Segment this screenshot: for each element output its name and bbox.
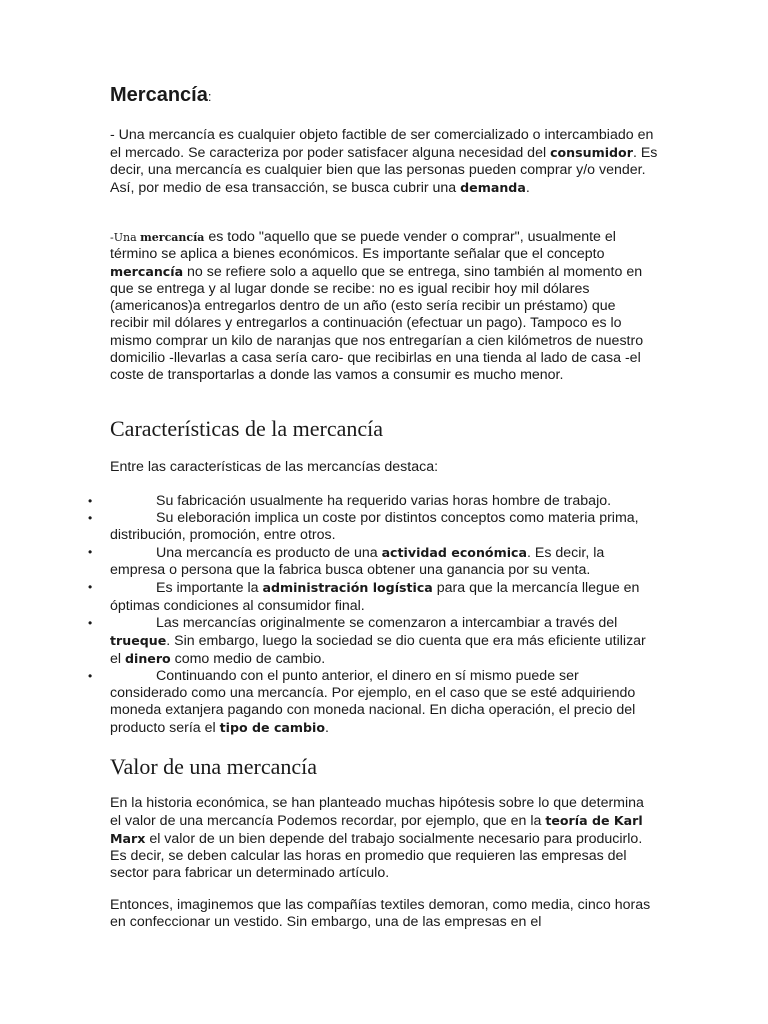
text-run: no se refiere solo a aquello que se entrega, sino también al momento en que se entrega y al lugar donde se recibe: no es igual recibir hoy mil dólares (americanos)a entregarlos dentro de un año (esto sería recibir un préstamo) que recibir mil dólares y entregarlos a continuación (efectuar un pago). Tampoco es lo mismo comprar un kilo de naranjas que nos entregarían a cien kilómetros de nuestro domicilio -llevarlas a casa sería caro- que recibirlas en una tienda al lado de casa -el coste de transportarlas a donde las vamos a consumir es mucho menor. bbox=[110, 264, 644, 383]
text-run-bold: mercancía bbox=[140, 231, 205, 244]
text-run: Su fabricación usualmente ha requerido varias horas hombre de trabajo. bbox=[156, 493, 612, 509]
intro-paragraph-1-text bbox=[110, 127, 658, 197]
text-run: - Una mercancía es cualquier objeto factible de ser comercializado o intercambiado en el mercado. Se caracteriza por poder satisfacer alguna necesidad del bbox=[110, 127, 654, 162]
text-run: . bbox=[525, 180, 530, 197]
link-teoria-karl-marx[interactable]: teoría de Karl Marx bbox=[110, 813, 643, 847]
link-mercancia[interactable]: mercancía bbox=[110, 264, 184, 280]
intro-paragraph-2 bbox=[110, 229, 658, 384]
bullet-icon: • bbox=[88, 511, 93, 526]
page-title-colon: : bbox=[207, 89, 212, 104]
list-item bbox=[82, 668, 658, 737]
link-demanda[interactable]: demanda bbox=[460, 180, 526, 196]
bullet-icon: • bbox=[88, 494, 93, 508]
text-run: . Es decir, la empresa o persona que la fabrica busca obtener una ganancia por su venta. bbox=[110, 545, 605, 579]
text-run: es todo "aquello que se puede vender o comprar", usualmente el término se aplica a bienes económicos. Es importante señalar que el concepto bbox=[110, 229, 616, 263]
text-run: -Una bbox=[110, 231, 141, 244]
text-run: como medio de cambio. bbox=[170, 650, 326, 667]
text-run: Las mercancías originalmente se comenzaron a intercambiar a través del bbox=[156, 614, 618, 631]
section2-paragraph-2 bbox=[110, 897, 658, 931]
section2-paragraph-2-text: Entonces, imaginemos que las compañías textiles demoran, como media, cinco horas en confeccionar un vestido. Sin embargo, una de las empresas en el bbox=[110, 897, 651, 931]
link-dinero[interactable]: dinero bbox=[124, 650, 171, 666]
bullet-icon: • bbox=[88, 545, 93, 560]
text-run: para que la mercancía llegue en óptimas condiciones al consumidor final. bbox=[110, 580, 640, 614]
section1-lead bbox=[110, 459, 658, 476]
page-title bbox=[110, 84, 211, 107]
intro-paragraph-1 bbox=[110, 127, 658, 197]
list-item bbox=[82, 615, 658, 668]
section1-lead-text: Entre las características de las mercancías destaca: bbox=[110, 459, 439, 475]
text-run: Su eleboración implica un coste por distintos conceptos como materia prima, distribución, promoción, entre otros. bbox=[110, 510, 639, 544]
text-run: . Es decir, una mercancía es cualquier bien que las personas pueden comprar y/o vender. Así, por medio de esa transacción, se busca cubrir una bbox=[110, 145, 658, 197]
text-run: el valor de un bien depende del trabajo socialmente necesario para producirlo. Es decir, se deben calcular las horas en promedio que requieren las empresas del sector para fabricar un determinado artículo. bbox=[110, 831, 643, 882]
link-consumidor[interactable]: consumidor bbox=[550, 145, 633, 161]
link-actividad-economica[interactable]: actividad económica bbox=[381, 545, 527, 561]
link-tipo-de-cambio[interactable]: tipo de cambio bbox=[219, 720, 326, 736]
text-run: . Sin embargo, luego la sociedad se dio cuenta que era más eficiente utilizar el bbox=[110, 632, 646, 667]
section2-paragraph-1 bbox=[110, 795, 658, 882]
text-run: En la historia económica, se han planteado muchas hipótesis sobre lo que determina el valor de una mercancía Podemos recordar, por ejemplo, que en la bbox=[110, 795, 644, 830]
link-administracion-logistica[interactable]: administración logística bbox=[262, 580, 433, 596]
list-item bbox=[82, 493, 658, 510]
bullet-icon: • bbox=[88, 615, 93, 630]
section-heading-caracteristicas: Características de la mercancía bbox=[110, 416, 384, 441]
list-item bbox=[82, 579, 658, 614]
page-title-text: Mercancía bbox=[110, 84, 208, 106]
list-item bbox=[82, 544, 658, 579]
text-run: Es importante la bbox=[156, 580, 263, 597]
bullet-icon: • bbox=[88, 580, 93, 595]
text-run: . bbox=[325, 720, 329, 737]
text-run: Una mercancía es producto de una bbox=[156, 545, 382, 562]
link-trueque[interactable]: trueque bbox=[110, 632, 167, 648]
characteristics-list bbox=[82, 493, 658, 737]
text-run: Continuando con el punto anterior, el dinero en sí mismo puede ser considerado como una mercancía. Por ejemplo, en el caso que se esté adquiriendo moneda extanjera pagando con moneda nacional. En dicha operación, el precio del producto sería el bbox=[110, 667, 636, 737]
intro-paragraph-2-text bbox=[110, 229, 658, 384]
list-item bbox=[82, 510, 658, 544]
section2-paragraph-1-text bbox=[110, 795, 658, 882]
section-heading-valor: Valor de una mercancía bbox=[110, 754, 318, 779]
bullet-icon: • bbox=[88, 668, 93, 683]
